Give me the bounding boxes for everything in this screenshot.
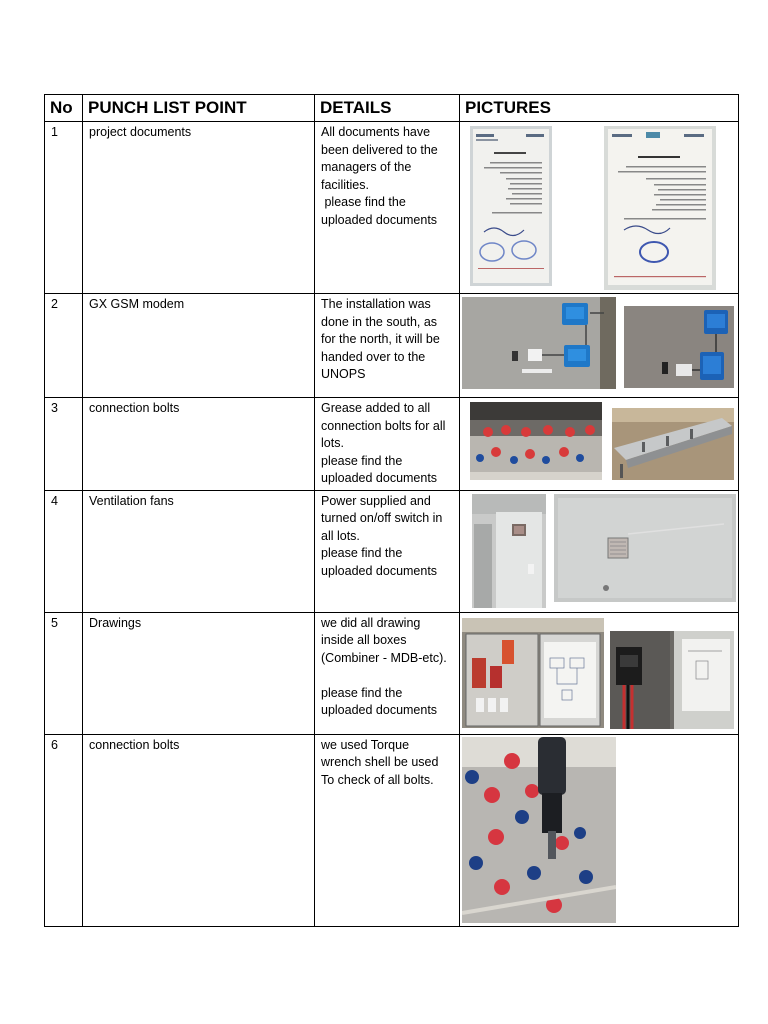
- details-line: (Combiner - MDB-etc).: [321, 650, 447, 665]
- table-row: [45, 612, 739, 734]
- mdb-panel-photo: [610, 631, 734, 729]
- details-cell: [315, 294, 460, 398]
- details-line: uploaded documents: [321, 471, 438, 485]
- header-no: No: [45, 95, 83, 122]
- header-row: [45, 95, 739, 122]
- details-line: uploaded documents: [321, 563, 438, 578]
- row-number: 1: [45, 122, 83, 294]
- details-line: All documents have: [321, 125, 431, 139]
- modem-installation-photo: [462, 297, 616, 389]
- details-line: please find the: [321, 685, 403, 700]
- details-line: Grease added to all: [321, 401, 431, 415]
- pictures-cell: [460, 490, 739, 612]
- details-line: uploaded documents: [321, 703, 438, 717]
- pictures-cell: [460, 122, 739, 294]
- details-cell: [315, 734, 460, 926]
- header-punch-list-point: PUNCH LIST POINT: [83, 95, 315, 122]
- details-line: for the north, it will be: [321, 332, 440, 346]
- details-line: inside all boxes: [321, 633, 407, 647]
- header-pictures: PICTURES: [460, 95, 739, 122]
- row-number: 4: [45, 490, 83, 612]
- ventilation-fan-photo: [472, 494, 546, 608]
- details-line: please find the: [321, 546, 403, 560]
- punch-point: project documents: [83, 122, 315, 294]
- row-number: 6: [45, 734, 83, 926]
- punch-point: Drawings: [83, 612, 315, 734]
- details-line: handed over to the: [321, 349, 426, 364]
- table-row: [45, 734, 739, 926]
- details-line: connection bolts for all: [321, 418, 446, 433]
- details-line: facilities.: [321, 177, 369, 192]
- row-number: 3: [45, 398, 83, 491]
- details-line: all lots.: [321, 528, 360, 543]
- ventilation-fan-photo: [554, 494, 736, 602]
- details-line: we used Torque: [321, 737, 410, 752]
- details-line: managers of the: [321, 160, 412, 174]
- table-row: [45, 294, 739, 398]
- details-line: Power supplied and: [321, 493, 431, 508]
- details-cell: [315, 490, 460, 612]
- details-line: lots.: [321, 436, 344, 450]
- details-line: To check of all bolts.: [321, 772, 434, 787]
- cable-tray-photo: [612, 408, 734, 480]
- details-line: [321, 667, 453, 685]
- table-row: [45, 490, 739, 612]
- row-number: 2: [45, 294, 83, 398]
- details-line: uploaded documents: [321, 212, 438, 227]
- details-line: been delivered to the: [321, 142, 438, 157]
- combiner-box-drawing-photo: [462, 618, 604, 728]
- pictures-cell: [460, 734, 739, 926]
- punch-point: GX GSM modem: [83, 294, 315, 398]
- details-cell: [315, 612, 460, 734]
- details-line: UNOPS: [321, 367, 366, 381]
- details-line: done in the south, as: [321, 314, 438, 329]
- scanned-document-photo: [604, 126, 716, 290]
- table-row: [45, 122, 739, 294]
- punch-list-table: [44, 94, 739, 927]
- details-line: please find the: [321, 453, 403, 468]
- details-cell: [315, 122, 460, 294]
- punch-point: Ventilation fans: [83, 490, 315, 612]
- pictures-cell: [460, 398, 739, 491]
- punch-point: connection bolts: [83, 398, 315, 491]
- details-line: turned on/off switch in: [321, 511, 443, 525]
- punch-point: connection bolts: [83, 734, 315, 926]
- scanned-document-photo: [470, 126, 552, 286]
- details-line: please find the: [321, 195, 406, 209]
- pictures-cell: [460, 612, 739, 734]
- pictures-cell: [460, 294, 739, 398]
- header-details: DETAILS: [315, 95, 460, 122]
- row-number: 5: [45, 612, 83, 734]
- details-line: wrench shell be used: [321, 755, 439, 769]
- details-line: we did all drawing: [321, 615, 421, 630]
- torque-wrench-on-battery-photo: [462, 737, 616, 923]
- details-cell: [315, 398, 460, 491]
- modem-installation-photo: [624, 306, 734, 388]
- details-line: The installation was: [321, 297, 431, 311]
- table-row: [45, 398, 739, 491]
- battery-terminals-photo: [470, 402, 602, 480]
